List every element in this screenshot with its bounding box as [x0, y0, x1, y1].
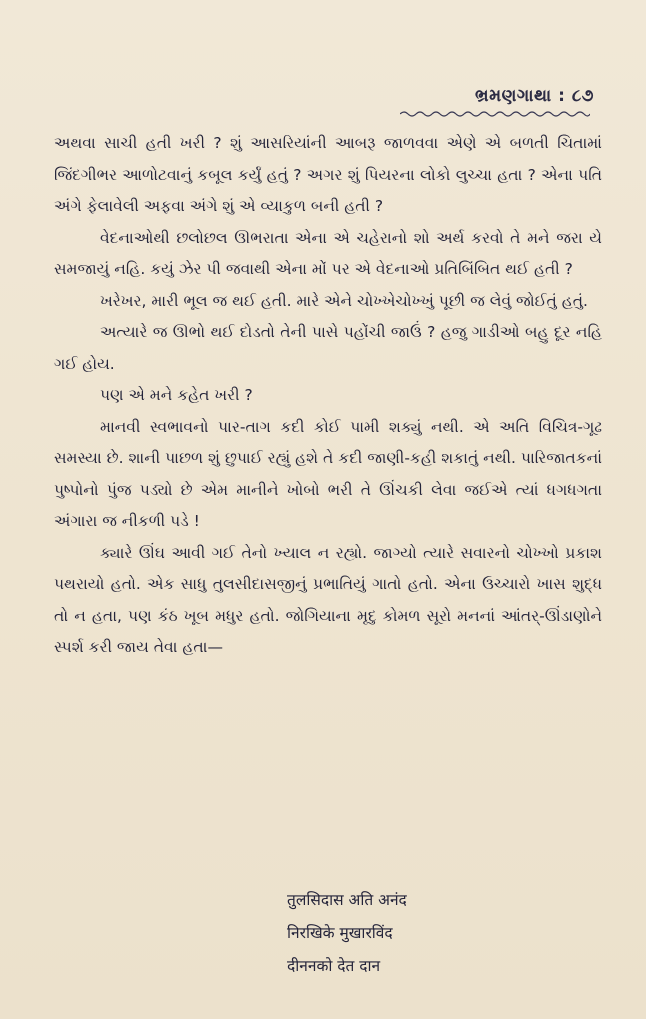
paragraph-1: અથવા સાચી હતી ખરી ? શું આસરિયાંની આબરૂ જાળવવા એણે એ બળતી ચિતામાં જિંદગીભર આળોટવાનું કબૂલ કર્યું હતું ? અગર શું પિયરના લોકો લુચ્ચા હતા ? એના પતિ અંગે ફેલાવેલી અફવા અંગે શું એ વ્યાકુળ બની હતી ?	[54, 134, 602, 215]
paragraph-3: ખરેખર, મારી ભૂલ જ થઈ હતી. મારે એને ચોખ્ખેચોખ્ખું પૂછી જ લેવું જોઈતું હતું.	[100, 291, 588, 310]
running-head: ભ્રમણગાથા : ૮૭	[474, 86, 594, 106]
paragraph-6: માનવી સ્વભાવનો પાર-તાગ કદી કોઈ પામી શક્યું નથી. એ અતિ વિચિત્ર-ગૂઢ સમસ્યા છે. શાની પાછળ શું છુપાઈ રહ્યું હશે તે કદી જાણી-કહી શકાતું નથી. પારિજાતકનાં પુષ્પોનો પુંજ પડ્યો છે એમ માનીને ખોબો ભરી તે ઊંચકી લેવા જઈએ ત્યાં ધગધગતા અંગારા જ નીકળી પડે !	[54, 417, 602, 530]
paragraph-7: ક્યારે ઊંઘ આવી ગઈ તેનો ખ્યાલ ન રહ્યો. જાગ્યો ત્યારે સવારનો ચોખ્ખો પ્રકાશ પથરાયો હતો. એક સાધુ તુલસીદાસજીનું પ્રભાતિયું ગાતો હતો. એના ઉચ્ચારો ખાસ શુદ્ધ તો ન હતા, પણ કંઠ ખૂબ મધુર હતો. જોગિયાના મૃદુ કોમળ સૂરો મનનાં આંતર્-ઊંડાણોને સ્પર્શ કરી જાય તેવા હતા—	[54, 543, 602, 656]
verse-quote	[287, 884, 547, 983]
paragraph-4: અત્યારે જ ઊભો થઈ દોડતો તેની પાસે પહોંચી જાઉં ? હજુ ગાડીઓ બહુ દૂર નહિ ગઈ હોય.	[54, 323, 602, 373]
paragraph-5: પણ એ મને કહેત ખરી ?	[100, 386, 253, 404]
decorative-wavy-rule	[400, 110, 590, 118]
verse-line: निरखिके मुखारविंद	[287, 924, 393, 942]
verse-line: तुलसिदास अति अनंद	[287, 891, 407, 909]
verse-line: दीननको देत दान	[287, 957, 381, 975]
body-text	[54, 128, 602, 664]
paragraph-2: વેદનાઓથી છલોછલ ઊભરાતા એના એ ચહેરાનો શો અર્થ કરવો તે મને જરા યે સમજાયું નહિ. કયું ઝેર પી જવાથી એના મોં પર એ વેદનાઓ પ્રતિબિંબિત થઈ હતી ?	[54, 228, 602, 278]
